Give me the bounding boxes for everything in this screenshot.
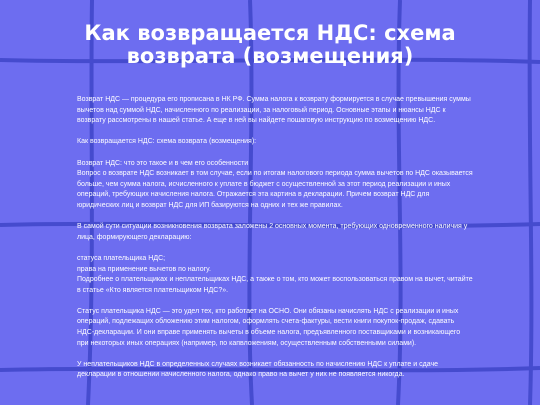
section-heading: Возврат НДС: что это такое и в чем его особенности xyxy=(77,159,249,167)
scheme-heading: Как возвращается НДС: схема возврата (возмещения): xyxy=(77,138,257,146)
conditions-paragraph: В самой сути ситуации возникновения возврата заложены 2 основных момента, требующих одновременного наличия у лица, формирующего декларацию: xyxy=(77,223,468,241)
status-paragraph: Статус плательщика НДС — это удел тех, кто работает на ОСНО. Они обязаны начислять НДС с реализации и иных операций, подлежащих обложению этим налогом, оформлять счета-фактуры, вести книги покупок-продаж, сдавать НДС-декларации. И они вправе применять вычеты в объеме налога, предъявленного поставщиками и возникающего при некоторых иных операциях (например, по капвложениям, осуществленным собственными силами). xyxy=(77,307,461,347)
non-payers-paragraph: У неплательщиков НДС в определенных случаях возникает обязанность по начислению НДС к уплате и сдаче декларации в отношении начисленного налога, однако право на вычет у них не появляется никогда. xyxy=(77,360,438,379)
section-paragraph: Вопрос о возврате НДС возникает в том случае, если по итогам налогового периода сумма вычетов по НДС оказывается больше, чем сумма налога, исчисленного к уплате в бюджет с осуществленной за этот период реализации и иных операций, требующих начисления налога. Отражается эта картина в декларации. Причем возврат НДС для юридических лиц и возврат НДС для ИП базируются на одних и тех же правилах. xyxy=(77,170,473,209)
reference-paragraph: Подробнее о плательщиках и неплательщиках НДС, а также о том, кто может воспользоваться правом на вычет, читайте в статье «Кто является плательщиком НДС?». xyxy=(77,276,473,294)
article-body xyxy=(77,95,473,392)
page-title: Как возвращается НДС: схема возврата (возмещения) xyxy=(84,21,456,68)
list-item: права на применение вычетов по налогу. xyxy=(77,265,211,273)
list-item: статуса плательщика НДС; xyxy=(77,254,166,262)
intro-paragraph: Возврат НДС — процедура его прописана в НК РФ. Сумма налога к возврату формируется в случае превышения суммы вычетов над суммой НДС, начисленного по реализации, за налоговый период. Основные этапы и нюансы НДС к возврату рассмотрены в нашей статье. А еще в ней вы найдете пошаговую инструкцию по возмещению НДС. xyxy=(77,96,471,125)
